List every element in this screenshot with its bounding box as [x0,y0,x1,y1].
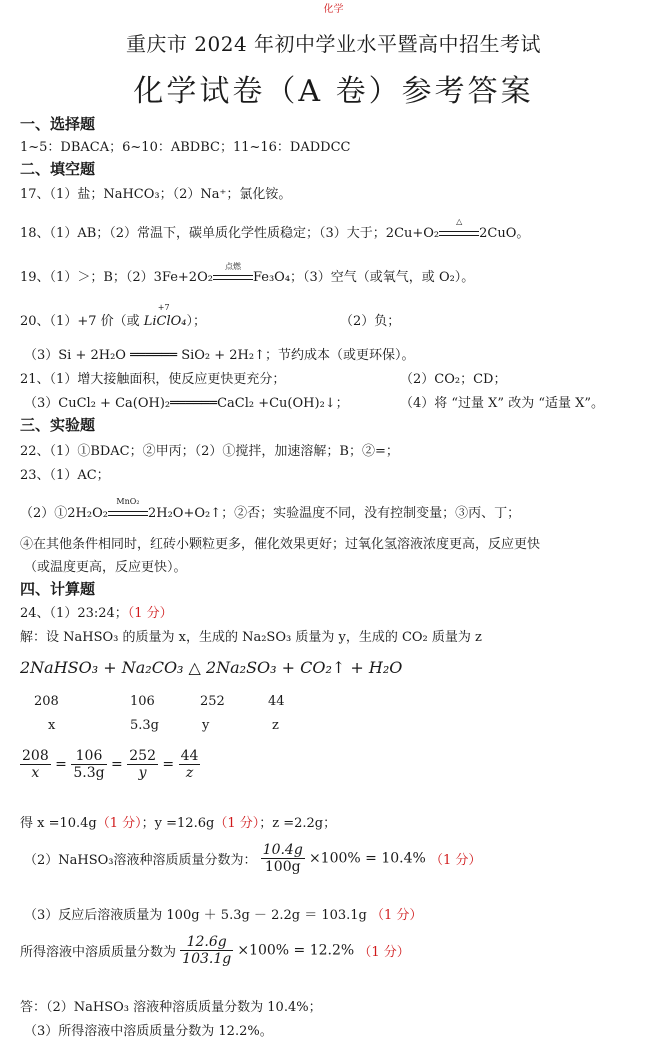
q19 [20,262,475,285]
section-calc: 四、计算题 [20,580,96,598]
var-y: y [202,718,210,733]
score-mark: （1 分） [127,606,173,621]
section-choice: 一、选择题 [20,115,96,133]
coef-44: 44 [268,694,285,709]
q21-part1: 21、（1）增大接触面积，使反应更快更充分； [20,372,286,387]
q19-product: Fe₃O₄；（3）空气（或氧气，或 O₂）。 [252,270,475,285]
ratio-equation: $\frac{208}{x}$ = $\frac{106}{5.3g}$ = $\frac{252}{y}$ = $\frac{44}{z}$ [22,748,199,781]
q24-part1: 24、（1）23:24；（1 分） [20,606,173,621]
q24-setup: 解：设 NaHSO₃ 的质量为 x，生成的 Na₂SO₃ 质量为 y，生成的 CO₂ 质量为 z [20,630,482,645]
final-answer-1: 答：（2）NaHSO₃ 溶液种溶质质量分数为 10.4%； [20,1000,322,1015]
q20-part3: （3）Si + 2H₂O ══════ SiO₂ + 2H₂↑；节约成本（或更环保）。 [24,348,415,363]
coef-106: 106 [130,694,155,709]
section-experiment: 三、实验题 [20,416,96,434]
q21-part2: （2）CO₂；CD； [400,372,507,387]
q18-product: 2CuO。 [479,226,530,241]
q22: 22、（1）①BDAC；②甲丙；（2）①搅拌，加速溶解；B；②=； [20,444,399,459]
mc-answers: 1~5：DBACA；6~10：ABDBC；11~16：DADDCC [20,140,351,155]
q23-part1: 23、（1）AC； [20,468,110,483]
coef-252: 252 [200,694,225,709]
var-x: x [48,718,56,733]
q20-close: ）； [186,314,207,329]
q21-part4: （4）将 “过量 X” 改为 “适量 X”。 [400,396,605,411]
exam-title: 重庆市 2024 年初中学业水平暨高中招生考试 [125,32,542,56]
q20-formula: LiClO₄ +7 [143,303,187,329]
q21-part3: （3）CuCl₂ + Ca(OH)₂══════CaCl₂ +Cu(OH)₂↓； [24,396,349,411]
q24-equation: 2NaHSO₃ + Na₂CO₃ △ 2Na₂SO₃ + CO₂↑ + H₂O [20,658,403,677]
q20-part2: （2）负； [340,314,401,329]
q23-part4: （或温度更高，反应更快）。 [24,560,187,575]
final-answer-2: （3）所得溶液中溶质质量分数为 12.2%。 [24,1024,273,1039]
q20 [20,303,207,329]
q24-part4: 所得溶液中溶质质量分数为 $\frac{12.6g}{103.1g}$ ×100% = 12.2% （1 分） [20,934,410,967]
q24-results: 得 x =10.4g（1 分）；y =12.6g（1 分）；z =2.2g； [20,816,337,831]
section-fill: 二、填空题 [20,160,96,178]
var-z: z [272,718,279,733]
subject-tag: 化学 [323,4,344,15]
ignite-condition: 点燃 [213,270,253,285]
q18 [20,217,530,241]
coef-208: 208 [34,694,59,709]
val-5-3g: 5.3g [130,718,159,733]
q20-text: 20、（1）+7 价（或 [20,314,140,329]
q24-part2: （2）NaHSO₃溶液种溶质质量分数为： $\frac{10.4g}{100g}$ ×100% = 10.4% （1 分） [24,842,482,875]
q17: 17、（1）盐；NaHCO₃；（2）Na⁺；氯化铵。 [20,187,292,202]
q18-text: 18、（1）AB；（2）常温下，碳单质化学性质稳定；（3）大于；2Cu+O₂ [20,226,440,241]
q23-part3: ④在其他条件相同时，红砖小颗粒更多，催化效果更好；过氧化氢溶液浓度更高，反应更快 [20,537,541,552]
answer-key-title: 化学试卷（A 卷）参考答案 [133,74,534,109]
q24-part3: （3）反应后溶液质量为 100g ＋ 5.3g － 2.2g ＝ 103.1g （1 分） [24,908,423,923]
q19-text: 19、（1）＞；B；（2）3Fe+2O₂ [20,270,213,285]
catalyst-condition: MnO₂ [108,506,148,521]
heat-condition: △ [439,226,479,241]
q23-part2: （2）①2H₂O₂ MnO₂ 2H₂O+O₂↑；②否；实验温度不同，没有控制变量；③丙、丁； [20,497,521,521]
